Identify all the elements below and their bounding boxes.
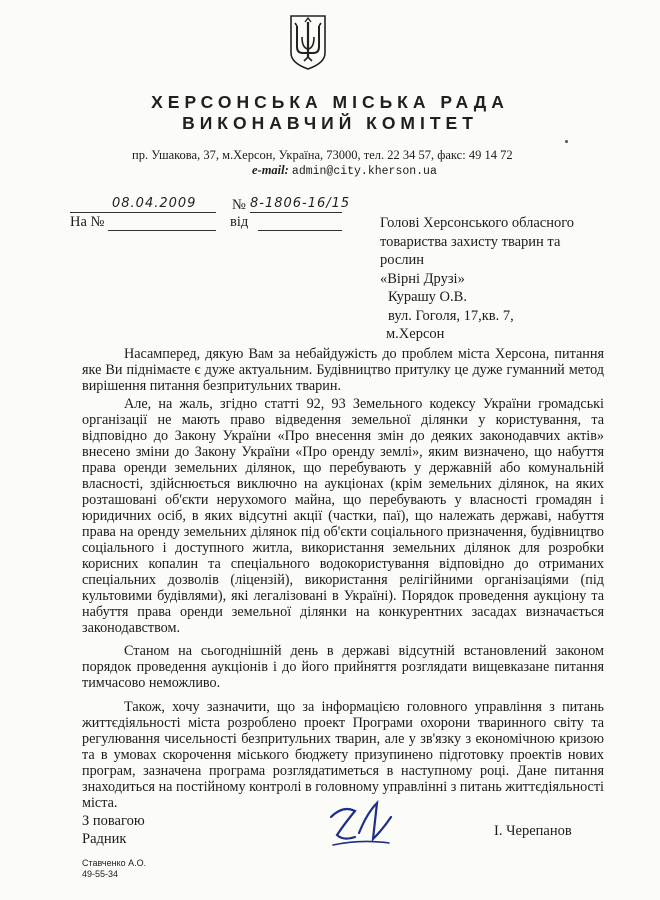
body-paragraph: Але, на жаль, згідно статті 92, 93 Земельного кодексу України громадські організації не мають право відведення земельної ділянки у користування, та відповідно до Закону України «Про внесення змін до деяких законодавчих актів» внесено зміни до Закону України «Про оренду землі», яким визначено, що набуття права оренди земельних ділянок, що перебувають у державній або комунальній власності, здійснюється виключно на аукціонах (крім земельних ділянок, на яких розташовані об'єкти нерухомого майна, що перебувають у власності громадян і юридичних осіб, в яких відсутні акції (частки, паї), що належать державі, набуття права на оренду земельних ділянок під об'єкти соціального призначення, будівництво соціального і доступного житла, використання земельних ділянок для розробки корисних копалин та спеціального водокористування відповідно до отриманих спеціальних дозволів (ліцензій), використання релігійними організаціями (під культовими будівлями), які легалізовані в Україні). Порядок проведення аукціону та набуття права оренди земельної ділянки на конкурентних засадах визначається законодавством. (82, 396, 604, 636)
incoming-date-label: від (230, 214, 249, 230)
closing-regards: З повагою (82, 813, 145, 829)
signer-name: І. Черепанов (494, 823, 572, 839)
outgoing-date: 08.04.2009 (112, 196, 197, 211)
recipient-line: «Вірні Друзі» (380, 270, 465, 287)
recipient-line: рослин (380, 252, 425, 268)
body-paragraph: Станом на сьогоднішній день в державі відсутній встановлений законом порядок проведення аукціонів і до його прийняття розглядати вищевказане питання тимчасово неможливо. (82, 643, 604, 691)
incoming-date-line (258, 230, 342, 231)
recipient-block (380, 214, 574, 344)
recipient-line: м.Херсон (386, 326, 445, 342)
trident-coat-of-arms-icon (288, 13, 328, 71)
body-paragraph: Насамперед, дякую Вам за небайдужість до проблем міста Херсона, питання яке Ви піднімаєте є дуже актуальним. Будівництво притулку це дуже гуманний метод вирішення питання безпритульних тварин. (82, 346, 604, 394)
organization-name: ХЕРСОНСЬКА МІСЬКА РАДА (151, 92, 509, 112)
signer-position: Радник (82, 831, 127, 847)
number-label: № (232, 197, 246, 213)
body-paragraph: Також, хочу зазначити, що за інформацією головного управління з питань життєдіяльності міста розроблено проект Програми охорони тваринного світу та регулювання чисельності безпритульних тварин, але у зв'язку з економічною кризою та в умовах скорочення міського бюджету призупинено підготовку проектів нових програм, зазначена програма розглядатиметься в наступному році. Дане питання знаходиться на постійному контролі в головному управлінні з питань життєдіяльності міста. (82, 699, 604, 811)
executor-block (82, 858, 146, 880)
closing-block (82, 812, 145, 848)
letterhead-email-line (252, 163, 437, 178)
executor-phone: 49-55-34 (82, 869, 119, 879)
paper-speck (565, 140, 568, 143)
letterhead-address: пр. Ушакова, 37, м.Херсон, Україна, 73000, тел. 22 34 57, факс: 49 14 72 (132, 148, 513, 162)
recipient-line: Курашу О.В. (388, 289, 467, 305)
executor-name: Ставченко А.О. (82, 858, 147, 868)
date-underline (70, 212, 216, 213)
organization-subname: ВИКОНАВЧИЙ КОМІТЕТ (182, 113, 478, 133)
recipient-line: товариства захисту тварин та (380, 233, 561, 250)
letter-body (82, 346, 604, 811)
recipient-line: Голові Херсонського обласного (380, 215, 575, 231)
number-underline (250, 212, 342, 213)
incoming-number-line (108, 230, 216, 231)
email-label: e-mail: (252, 163, 289, 177)
outgoing-number: 8-1806-16/15 (250, 196, 351, 211)
incoming-number-label: На № (70, 214, 105, 230)
handwritten-signature-icon (325, 795, 397, 855)
recipient-line: вул. Гоголя, 17,кв. 7, (388, 307, 514, 324)
email-address: admin@city.kherson.ua (291, 165, 437, 178)
